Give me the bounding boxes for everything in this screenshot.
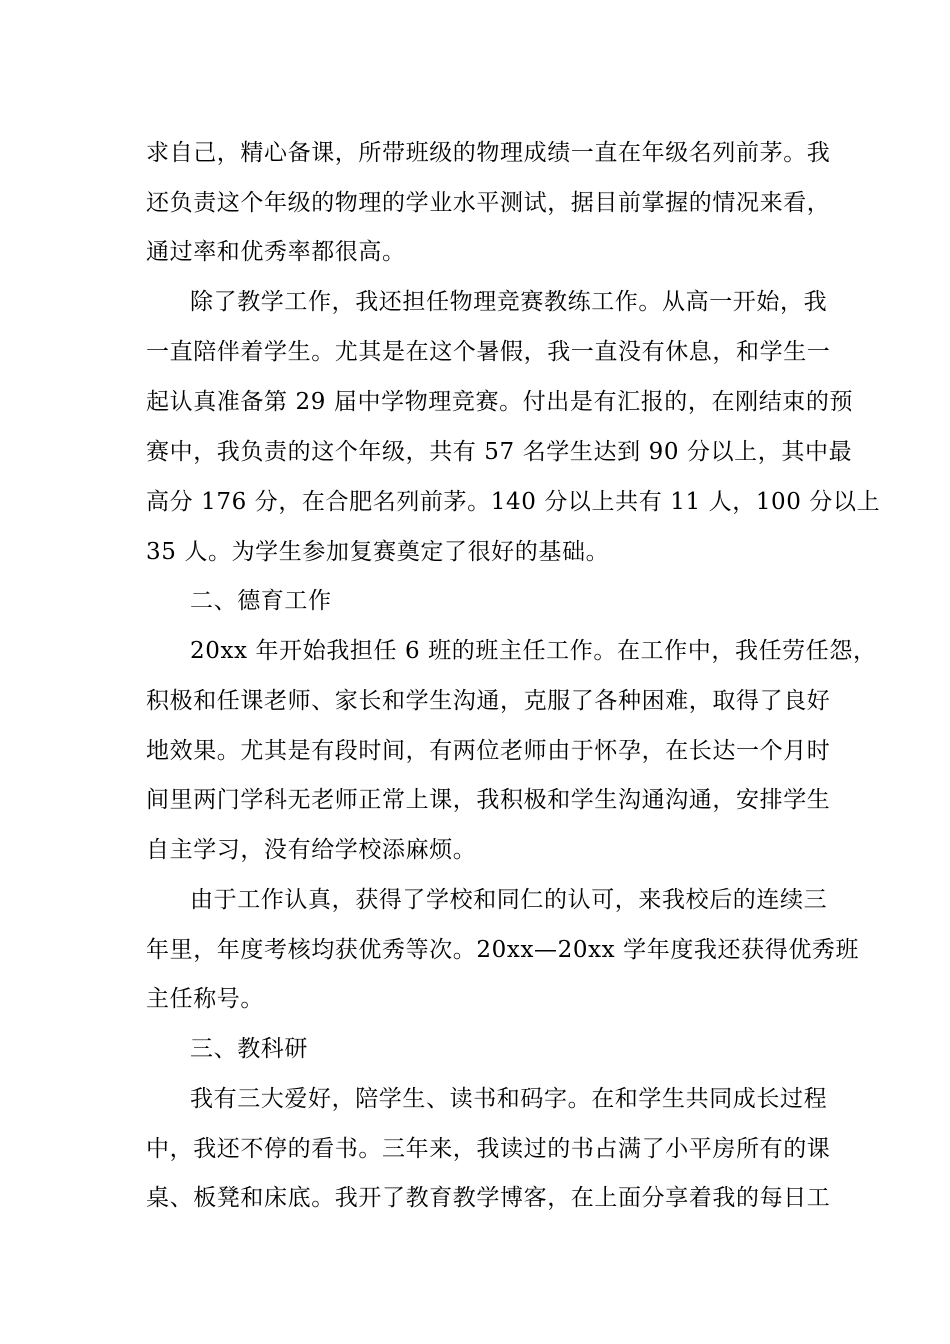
text-line: 中，我还不停的看书。三年来，我读过的书占满了小平房所有的课 bbox=[146, 1136, 831, 1162]
text-line: 积极和任课老师、家长和学生沟通，克服了各种困难，取得了良好 bbox=[146, 688, 831, 714]
text-line: 间里两门学科无老师正常上课，我积极和学生沟通沟通，安排学生 bbox=[146, 787, 831, 813]
text-line: 主任称号。 bbox=[146, 986, 264, 1012]
text-line: 高分 176 分，在合肥名列前茅。140 分以上共有 11 人，100 分以上 bbox=[146, 489, 881, 515]
text-line: 年里，年度考核均获优秀等次。20xx—20xx 学年度我还获得优秀班 bbox=[146, 937, 860, 963]
text-line: 起认真准备第 29 届中学物理竞赛。付出是有汇报的，在刚结束的预 bbox=[146, 389, 854, 415]
section-heading: 三、教科研 bbox=[190, 1036, 308, 1062]
text-line: 一直陪伴着学生。尤其是在这个暑假，我一直没有休息，和学生一 bbox=[146, 339, 831, 365]
text-line: 赛中，我负责的这个年级，共有 57 名学生达到 90 分以上，其中最 bbox=[146, 439, 853, 465]
paragraph-start: 20xx 年开始我担任 6 班的班主任工作。在工作中，我任劳任怨， bbox=[190, 638, 877, 664]
text-line: 地效果。尤其是有段时间，有两位老师由于怀孕，在长达一个月时 bbox=[146, 738, 831, 764]
text-line: 自主学习，没有给学校添麻烦。 bbox=[146, 837, 477, 863]
text-line: 35 人。为学生参加复赛奠定了很好的基础。 bbox=[146, 539, 610, 565]
paragraph-start: 我有三大爱好，陪学生、读书和码字。在和学生共同成长过程 bbox=[190, 1086, 828, 1112]
text-line: 还负责这个年级的物理的学业水平测试，据目前掌握的情况来看， bbox=[146, 190, 831, 216]
section-heading: 二、德育工作 bbox=[190, 588, 332, 614]
text-line: 求自己，精心备课，所带班级的物理成绩一直在年级名列前茅。我 bbox=[146, 140, 831, 166]
text-line: 桌、板凳和床底。我开了教育教学博客，在上面分享着我的每日工 bbox=[146, 1185, 831, 1211]
paragraph-start: 除了教学工作，我还担任物理竞赛教练工作。从高一开始，我 bbox=[190, 289, 828, 315]
paragraph-start: 由于工作认真，获得了学校和同仁的认可，来我校后的连续三 bbox=[190, 887, 828, 913]
text-line: 通过率和优秀率都很高。 bbox=[146, 239, 406, 265]
